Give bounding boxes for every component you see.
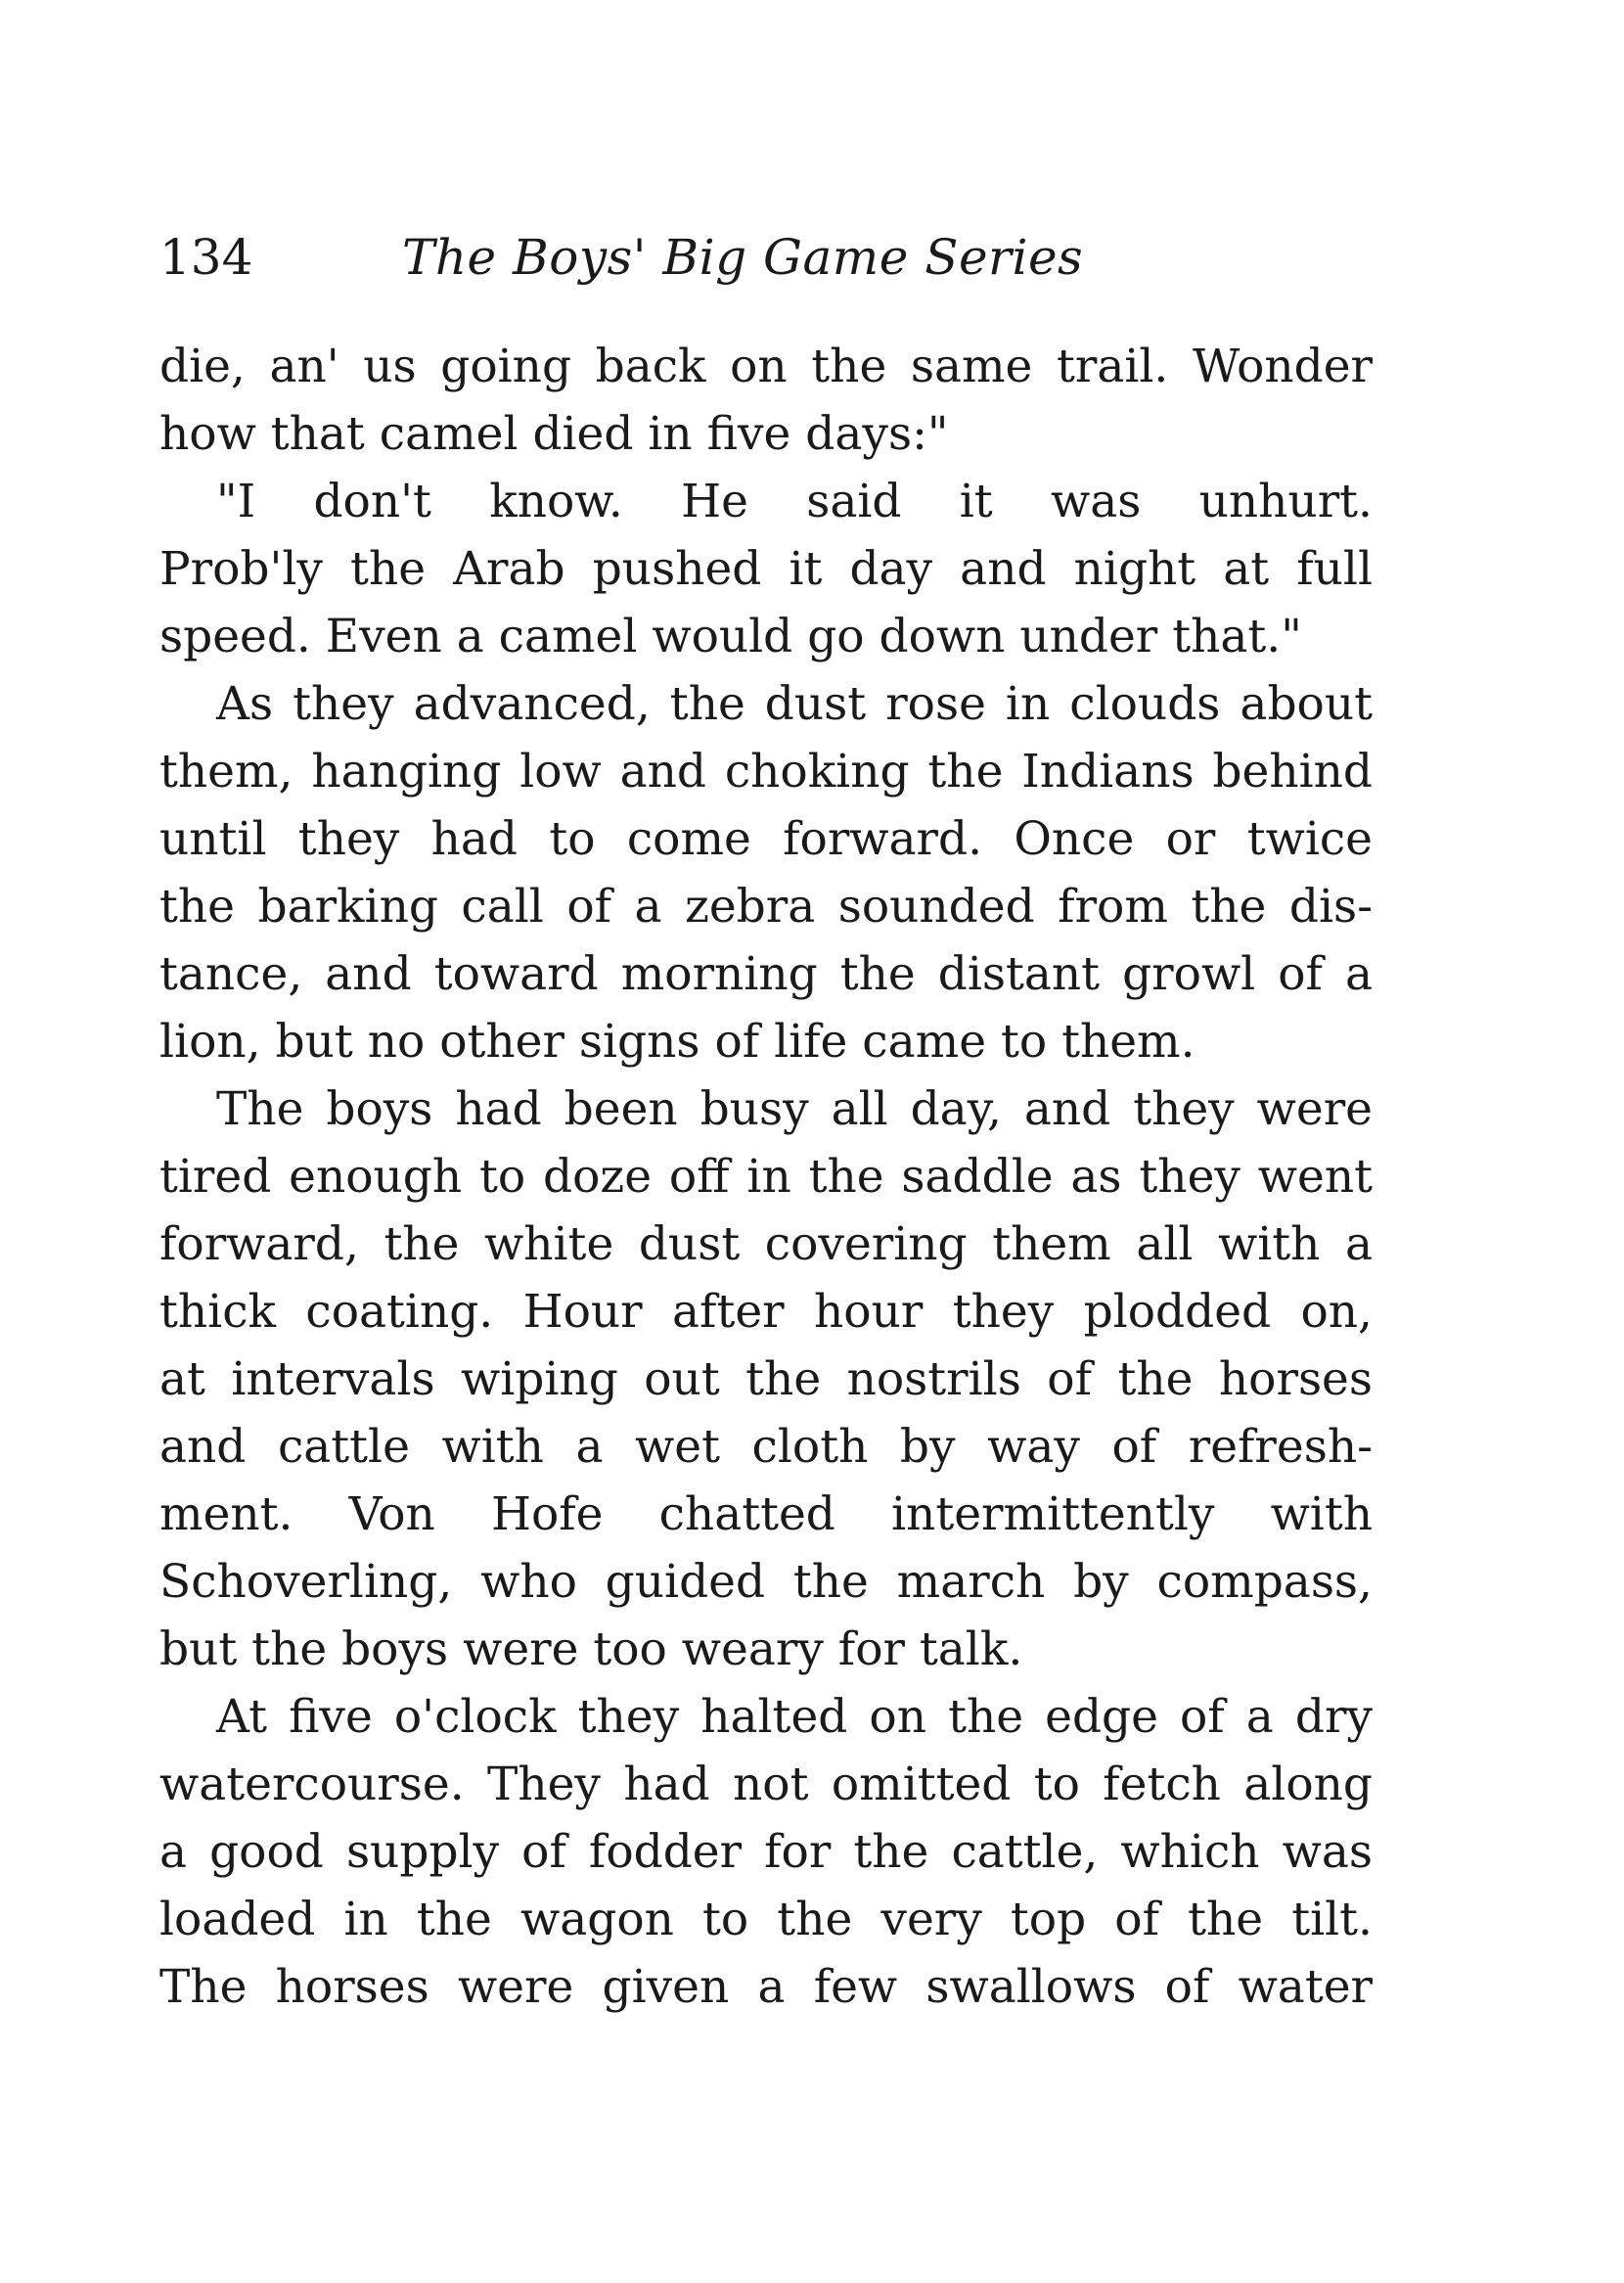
text-line: a good supply of fodder for the cattle, which was	[159, 1825, 1373, 1879]
text-line: the barking call of a zebra sounded from the dis-	[159, 880, 1373, 934]
text-line: "I don't know. He said it was unhurt.	[216, 475, 1373, 528]
text-line: tired enough to doze off in the saddle as they went	[159, 1150, 1373, 1204]
text-line: Prob'ly the Arab pushed it day and night at full	[159, 542, 1373, 596]
text-line: Schoverling, who guided the march by compass,	[159, 1555, 1373, 1609]
text-line: lion, but no other signs of life came to them.	[159, 1015, 1195, 1069]
text-line: At five o'clock they halted on the edge of a dry	[216, 1690, 1373, 1744]
text-line: The boys had been busy all day, and they were	[216, 1082, 1373, 1136]
text-line: speed. Even a camel would go down under that."	[159, 610, 1302, 663]
page-number: 134	[159, 229, 253, 286]
text-line: at intervals wiping out the nostrils of the horses	[159, 1352, 1373, 1406]
text-line: until they had to come forward. Once or twice	[159, 812, 1373, 866]
running-title: The Boys' Big Game Series	[402, 229, 1084, 286]
text-line: how that camel died in five days:"	[159, 407, 949, 461]
text-line: ment. Von Hofe chatted intermittently with	[159, 1487, 1373, 1541]
text-line: die, an' us going back on the same trail. Wonder	[159, 340, 1373, 393]
text-line: them, hanging low and choking the Indians behind	[159, 745, 1373, 799]
body-text	[159, 333, 1373, 2021]
text-line: thick coating. Hour after hour they plodded on,	[159, 1285, 1373, 1339]
text-line: watercourse. They had not omitted to fetch along	[159, 1758, 1373, 1811]
text-line: The horses were given a few swallows of water	[159, 1960, 1373, 2014]
running-head	[159, 223, 1373, 292]
text-line: forward, the white dust covering them all with a	[159, 1217, 1373, 1271]
text-line: loaded in the wagon to the very top of the tilt.	[159, 1893, 1373, 1946]
text-line: but the boys were too weary for talk.	[159, 1622, 1023, 1676]
text-line: tance, and toward morning the distant growl of a	[159, 947, 1373, 1001]
text-line: and cattle with a wet cloth by way of refresh-	[159, 1420, 1373, 1474]
text-line: As they advanced, the dust rose in clouds about	[216, 677, 1373, 731]
